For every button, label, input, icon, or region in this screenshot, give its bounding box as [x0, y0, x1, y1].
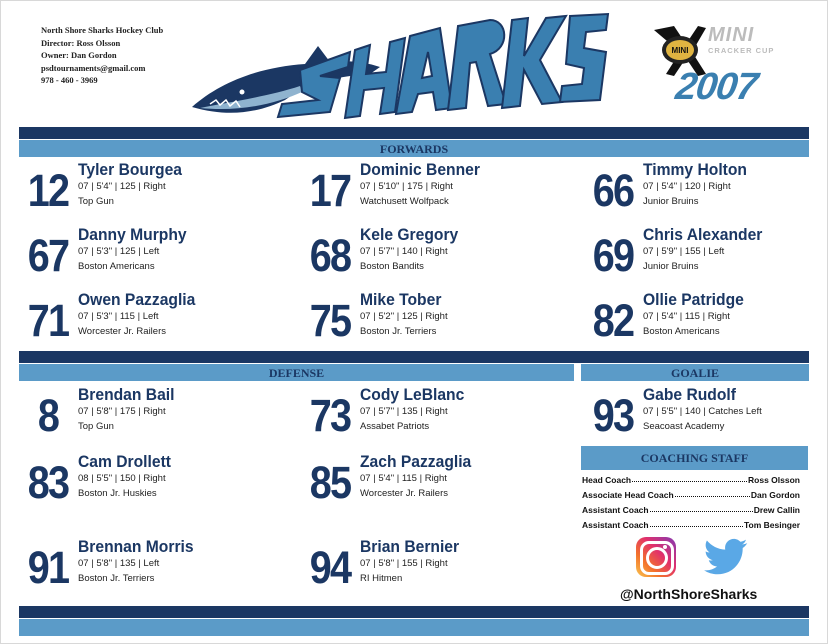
- coach-row: [582, 520, 800, 530]
- coach-name: Dan Gordon: [750, 490, 800, 500]
- jersey-number: 67: [27, 230, 69, 281]
- leader-dots: [650, 505, 753, 512]
- instagram-flash: [663, 545, 667, 549]
- player-stats: 07 | 5'8" | 155 | Right: [360, 558, 448, 569]
- goalie-header: GOALIE: [581, 364, 809, 381]
- player-name: Brendan Bail: [78, 385, 175, 404]
- player-stats: 08 | 5'5" | 150 | Right: [78, 473, 166, 484]
- player-stats: 07 | 5'3" | 115 | Left: [78, 311, 159, 322]
- coach-role: Assistant Coach: [582, 505, 649, 515]
- divider-middle: [19, 351, 809, 363]
- tournament-mini: MINI: [708, 24, 755, 46]
- coach-role: Assistant Coach: [582, 520, 649, 530]
- player-stats: 07 | 5'9" | 155 | Left: [643, 246, 725, 257]
- player-team: Boston Jr. Terriers: [360, 326, 437, 337]
- coach-row: [582, 505, 800, 515]
- club-email: psdtournaments@gmail.com: [41, 62, 146, 73]
- player-team: Worcester Jr. Railers: [360, 488, 448, 499]
- player-name: Mike Tober: [360, 290, 442, 309]
- instagram-lens: [646, 547, 668, 569]
- coach-role: Associate Head Coach: [582, 490, 674, 500]
- jersey-number: 71: [27, 295, 69, 346]
- jersey-number: 17: [309, 165, 351, 216]
- player-name: Gabe Rudolf: [643, 385, 736, 404]
- player-name: Zach Pazzaglia: [360, 452, 472, 471]
- player-team: Top Gun: [78, 196, 114, 207]
- coach-name: Tom Besinger: [743, 520, 800, 530]
- leader-dots: [675, 490, 750, 497]
- leader-dots: [632, 475, 747, 482]
- player-team: Seacoast Academy: [643, 421, 725, 432]
- player-team: Boston Jr. Huskies: [78, 488, 157, 499]
- player-stats: 07 | 5'4" | 115 | Right: [360, 473, 447, 484]
- player-stats: 07 | 5'5" | 140 | Catches Left: [643, 406, 762, 417]
- player-stats: 07 | 5'8" | 175 | Right: [78, 406, 166, 417]
- social-handle[interactable]: @NorthShoreSharks: [620, 586, 758, 602]
- jersey-number: 91: [27, 542, 69, 593]
- coach-role: Head Coach: [582, 475, 632, 485]
- club-director: Director: Ross Olsson: [41, 37, 121, 48]
- coach-name: Drew Callin: [753, 505, 800, 515]
- leader-dots: [650, 520, 743, 527]
- player-name: Danny Murphy: [78, 225, 187, 244]
- jersey-number: 93: [592, 390, 634, 441]
- player-stats: 07 | 5'7" | 135 | Right: [360, 406, 448, 417]
- jersey-number: 8: [37, 390, 59, 441]
- coach-row: [582, 490, 800, 500]
- player-stats: 07 | 5'2" | 125 | Right: [360, 311, 448, 322]
- club-owner: Owner: Dan Gordon: [41, 50, 117, 60]
- player-stats: 07 | 5'8" | 135 | Left: [78, 558, 160, 569]
- club-phone: 978 - 460 - 3969: [41, 75, 98, 85]
- player-name: Kele Gregory: [360, 225, 459, 244]
- player-stats: 07 | 5'10" | 175 | Right: [360, 181, 453, 192]
- coach-name: Ross Olsson: [748, 475, 800, 485]
- player-stats: 07 | 5'3" | 125 | Left: [78, 246, 160, 257]
- player-team: Boston Bandits: [360, 261, 424, 272]
- player-team: Top Gun: [78, 421, 114, 432]
- tournament-year: 2007: [673, 66, 760, 108]
- player-name: Brennan Morris: [78, 537, 194, 556]
- club-name: North Shore Sharks Hockey Club: [41, 25, 164, 35]
- player-team: RI Hitmen: [360, 573, 403, 584]
- player-name: Owen Pazzaglia: [78, 290, 196, 309]
- player-team: Boston Jr. Terriers: [78, 573, 155, 584]
- player-stats: 07 | 5'7" | 140 | Right: [360, 246, 448, 257]
- player-team: Junior Bruins: [643, 196, 699, 207]
- svg-text:MINI: MINI: [671, 46, 689, 55]
- jersey-number: 68: [309, 230, 351, 281]
- player-stats: 07 | 5'4" | 125 | Right: [78, 181, 166, 192]
- player-name: Cody LeBlanc: [360, 385, 465, 404]
- jersey-number: 85: [309, 457, 351, 508]
- player-team: Worcester Jr. Railers: [78, 326, 166, 337]
- coach-row: [582, 475, 800, 485]
- jersey-number: 69: [592, 230, 634, 281]
- player-stats: 07 | 5'4" | 115 | Right: [643, 311, 730, 322]
- player-team: Assabet Patriots: [360, 421, 430, 432]
- sharks-logo: [190, 12, 610, 124]
- player-name: Chris Alexander: [643, 225, 763, 244]
- forwards-header: FORWARDS: [19, 140, 809, 157]
- instagram-icon[interactable]: [636, 537, 676, 577]
- jersey-number: 94: [309, 542, 351, 593]
- player-stats: 07 | 5'4" | 120 | Right: [643, 181, 731, 192]
- defense-header: DEFENSE: [19, 364, 574, 381]
- jersey-number: 83: [27, 457, 69, 508]
- player-name: Dominic Benner: [360, 160, 480, 179]
- footer-band: [19, 619, 809, 636]
- player-name: Timmy Holton: [643, 160, 747, 179]
- tournament-subtitle: CRACKER CUP: [708, 46, 775, 55]
- player-team: Watchusett Wolfpack: [360, 196, 449, 207]
- player-name: Ollie Patridge: [643, 290, 744, 309]
- player-name: Tyler Bourgea: [78, 160, 183, 179]
- jersey-number: 12: [27, 165, 69, 216]
- player-team: Boston Americans: [78, 261, 155, 272]
- jersey-number: 82: [592, 295, 634, 346]
- jersey-number: 73: [309, 390, 351, 441]
- player-name: Brian Bernier: [360, 537, 460, 556]
- club-info: [41, 24, 163, 87]
- jersey-number: 75: [309, 295, 351, 346]
- divider-top: [19, 127, 809, 139]
- coaching-staff-header: COACHING STAFF: [581, 446, 808, 470]
- player-team: Junior Bruins: [643, 261, 699, 272]
- twitter-icon[interactable]: [704, 538, 748, 576]
- jersey-number: 66: [592, 165, 634, 216]
- divider-bottom: [19, 606, 809, 618]
- player-name: Cam Drollett: [78, 452, 171, 471]
- player-team: Boston Americans: [643, 326, 720, 337]
